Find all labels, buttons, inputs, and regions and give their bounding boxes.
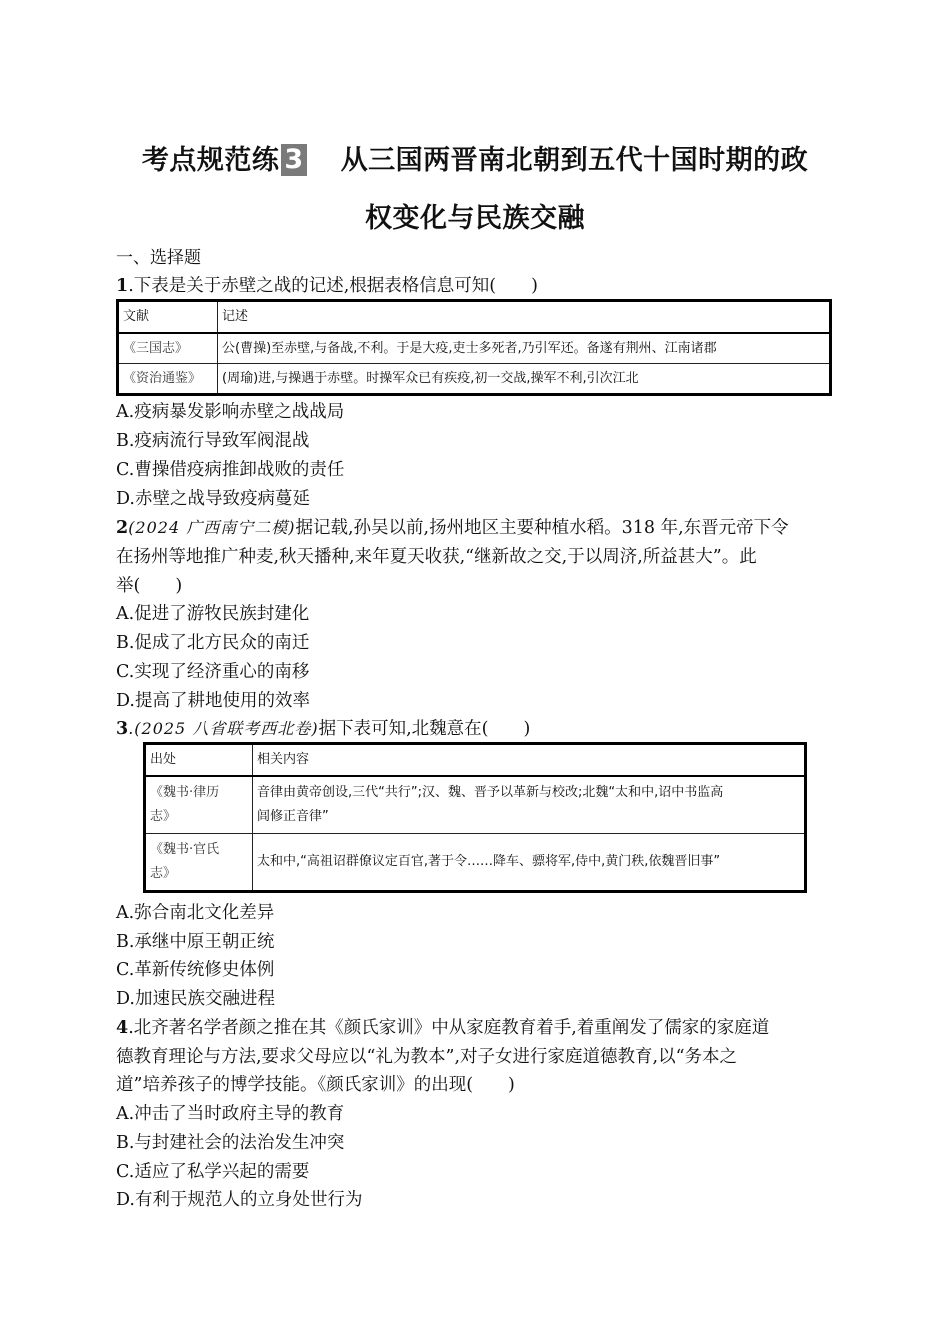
cell-line: 太和中,“高祖诏群僚议定百官,著于令……降车、骠将军,侍中,黄门秩,依魏晋旧事” (257, 854, 721, 869)
q1-table (116, 299, 832, 396)
q2-option-c: C.实现了经济重心的南移 (116, 662, 310, 682)
cell-line: 志》 (150, 866, 177, 881)
table-cell: 《三国志》 (118, 333, 218, 364)
cell-line: 《魏书·官氏 (150, 842, 220, 857)
table-row (145, 776, 806, 834)
q2-source: (2024 广西南宁二模) (128, 518, 296, 537)
q1-option-b: B.疫病流行导致军阀混战 (116, 431, 310, 451)
q4-option-d: D.有利于规范人的立身处世行为 (116, 1190, 363, 1210)
table-row (118, 333, 831, 364)
table-header-row (118, 301, 831, 334)
title-prefix: 考点规范练 (141, 145, 280, 176)
cell-line: 音律由黄帝创设,三代“共行”;汉、魏、晋予以革新与校改;北魏“太和中,诏中书监高 (257, 785, 724, 800)
title-rest: 从三国两晋南北朝到五代十国时期的政 (340, 145, 809, 176)
q2-option-b: B.促成了北方民众的南迁 (116, 633, 310, 653)
q1-option-d: D.赤壁之战导致疫病蔓延 (116, 489, 310, 509)
table-cell: (周瑜)进,与操遇于赤壁。时操军众已有疾疫,初一交战,操军不利,引次江北 (218, 364, 831, 395)
page-title-line-2: 权变化与民族交融 (365, 203, 585, 234)
q2-stem-line-1 (116, 517, 789, 539)
table-cell (145, 834, 253, 892)
cell-line: 闾修正音律” (257, 809, 329, 824)
page-title-line-1 (0, 138, 950, 177)
cell-line: 《魏书·律历 (150, 785, 220, 800)
q3-option-d: D.加速民族交融进程 (116, 989, 275, 1009)
section-heading: 一、选择题 (116, 248, 201, 268)
q4-option-c: C.适应了私学兴起的需要 (116, 1162, 310, 1182)
table-cell (253, 834, 806, 892)
q3-table (143, 742, 807, 893)
q4-stem-line-2: 德教育理论与方法,要求父母应以“礼为教本”,对子女进行家庭道德教育,以“务本之 (116, 1047, 738, 1067)
table-row (118, 364, 831, 395)
table-row (145, 834, 806, 892)
q1-number: 1 (116, 276, 129, 296)
q4-option-b: B.与封建社会的法治发生冲突 (116, 1133, 345, 1153)
table-cell: 《资治通鉴》 (118, 364, 218, 395)
lesson-number-badge: 3 (281, 144, 306, 176)
q3-stem (116, 718, 530, 740)
q4-number: 4 (116, 1018, 129, 1038)
q4-stem-text: .北齐著名学者颜之推在其《颜氏家训》中从家庭教育着手,着重阐发了儒家的家庭道 (128, 1018, 770, 1038)
q2-stem-line-2: 在扬州等地推广种麦,秋天播种,来年夏天收获,“继新故之交,于以周济,所益甚大”。此 (116, 547, 757, 567)
q2-stem-text: 据记载,孙吴以前,扬州地区主要种植水稻。318 年,东晋元帝下令 (295, 518, 789, 538)
q2-option-d: D.提高了耕地使用的效率 (116, 691, 310, 711)
table-cell: 公(曹操)至赤壁,与备战,不利。于是大疫,吏士多死者,乃引军还。备遂有荆州、江南诸郡 (218, 333, 831, 364)
q1-stem (116, 275, 538, 297)
q1-option-c: C.曹操借疫病推卸战败的责任 (116, 460, 345, 480)
q4-option-a: A.冲击了当时政府主导的教育 (116, 1104, 345, 1124)
q3-source: .(2025 八省联考西北卷) (128, 719, 319, 738)
table-header-cell: 文献 (118, 301, 218, 334)
table-cell (253, 776, 806, 834)
q3-option-c: C.革新传统修史体例 (116, 960, 275, 980)
table-header-cell: 出处 (145, 744, 253, 777)
q2-option-a: A.促进了游牧民族封建化 (116, 604, 310, 624)
q4-stem-line-1 (116, 1017, 769, 1039)
q1-stem-text: .下表是关于赤壁之战的记述,根据表格信息可知( ) (128, 276, 538, 296)
table-cell (145, 776, 253, 834)
q3-option-a: A.弥合南北文化差异 (116, 903, 275, 923)
q2-stem-line-3: 举( ) (116, 576, 183, 596)
q3-number: 3 (116, 719, 129, 739)
q2-number: 2 (116, 518, 129, 538)
q4-stem-line-3: 道”培养孩子的博学技能。《颜氏家训》的出现( ) (116, 1075, 515, 1095)
q3-option-b: B.承继中原王朝正统 (116, 932, 275, 952)
cell-line: 志》 (150, 809, 177, 824)
table-header-row (145, 744, 806, 777)
q3-stem-text: 据下表可知,北魏意在( ) (318, 719, 531, 739)
table-header-cell: 记述 (218, 301, 831, 334)
table-header-cell: 相关内容 (253, 744, 806, 777)
q1-option-a: A.疫病暴发影响赤壁之战战局 (116, 402, 345, 422)
